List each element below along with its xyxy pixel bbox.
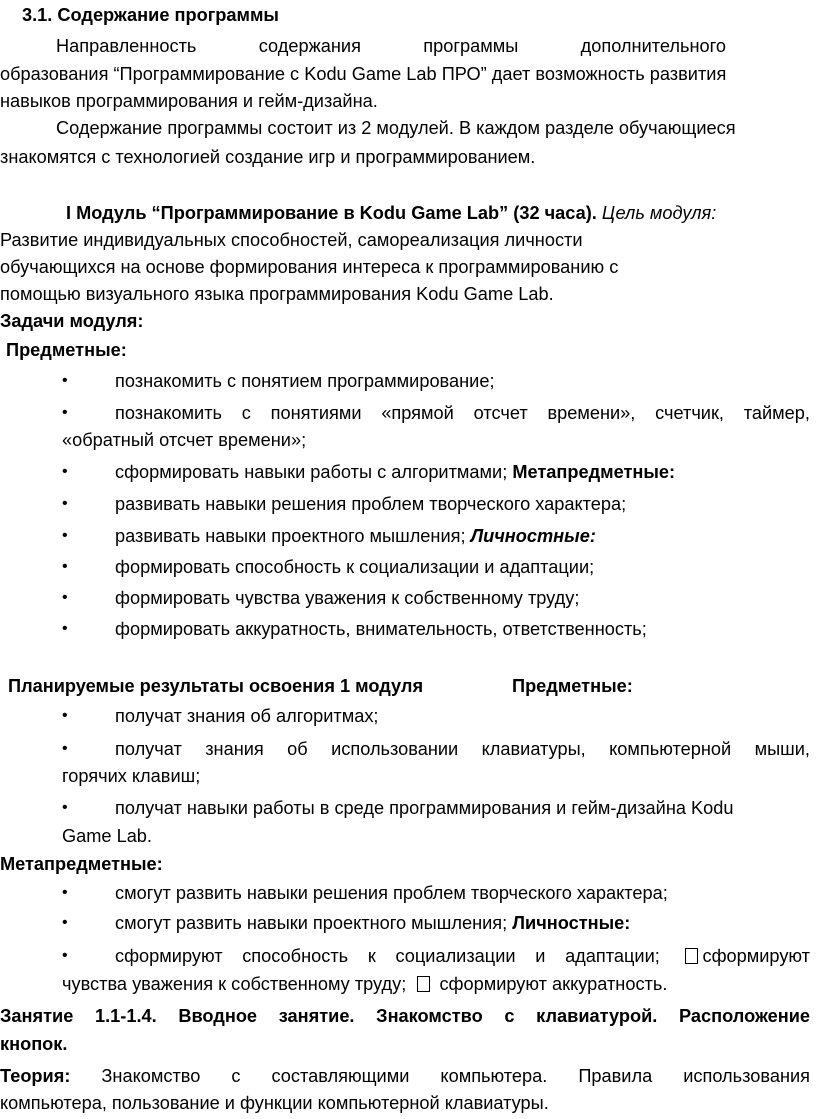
missing-glyph-icon	[685, 948, 698, 964]
section-heading: 3.1. Содержание программы	[22, 5, 279, 25]
bullet: •	[62, 947, 68, 964]
meta-subheading: Метапредметные:	[512, 462, 676, 482]
result-item-6-cont: чувства уважения к собственному труду; сформируют аккуратность.	[62, 974, 668, 994]
missing-glyph-icon	[417, 976, 430, 992]
module-title: I Модуль “Программирование в Kodu Game Lab” (32 часа).	[66, 203, 597, 223]
bullet: •	[62, 463, 68, 480]
result-item-6: сформируют способность к социализации и адаптации; сформируют	[115, 946, 810, 966]
result-item-1: получат знания об алгоритмах;	[115, 706, 379, 726]
bullet: •	[62, 707, 68, 724]
theory-line: Теория: Знакомство с составляющими компьютера. Правила использования	[0, 1066, 810, 1086]
result-item-5: смогут развить навыки проектного мышления; Личностные:	[115, 913, 631, 933]
lesson-title: Занятие 1.1-1.4. Вводное занятие. Знакомство с клавиатурой. Расположение	[0, 1006, 810, 1026]
result-item-2-cont: горячих клавиш;	[62, 766, 201, 786]
bullet: •	[62, 884, 68, 901]
theory-cont: компьютера, пользование и функции компьютерной клавиатуры.	[0, 1093, 549, 1113]
task-item-5: развивать навыки проектного мышления; Личностные:	[115, 526, 596, 546]
module-goal-line-3: помощью визуального языка программирования Kodu Game Lab.	[0, 284, 554, 304]
task-item-2: познакомить с понятиями «прямой отсчет времени», счетчик, таймер,	[115, 403, 810, 423]
task-item-7: формировать чувства уважения к собственному труду;	[115, 588, 580, 608]
task-item-1: познакомить с понятием программирование;	[115, 371, 495, 391]
result-item-2: получат знания об использовании клавиатуры, компьютерной мыши,	[115, 739, 810, 759]
bullet: •	[62, 914, 68, 931]
bullet: •	[62, 740, 68, 757]
intro-p2-line-2: знакомятся с технологией создание игр и программированием.	[0, 147, 536, 167]
intro-line-2: образования “Программирование с Kodu Game Lab ПРО” дает возможность развития	[0, 64, 727, 84]
module-title-line	[66, 201, 716, 225]
results-heading: Планируемые результаты освоения 1 модуля	[8, 676, 424, 696]
result-item-4: смогут развить навыки решения проблем творческого характера;	[115, 883, 668, 903]
results-meta-heading: Метапредметные:	[0, 854, 163, 874]
task-item-8: формировать аккуратность, внимательность, ответственность;	[115, 619, 647, 639]
bullet: •	[62, 404, 68, 421]
intro-line-3: навыков программирования и гейм-дизайна.	[0, 91, 378, 111]
bullet: •	[62, 527, 68, 544]
results-personal-subheading: Личностные:	[512, 913, 631, 933]
task-item-4: развивать навыки решения проблем творческого характера;	[115, 494, 627, 514]
bullet: •	[62, 799, 68, 816]
results-subject-heading: Предметные:	[512, 676, 633, 696]
intro-p2-line-1: Содержание программы состоит из 2 модулей. В каждом разделе обучающиеся	[56, 118, 736, 138]
bullet: •	[62, 558, 68, 575]
bullet: •	[62, 372, 68, 389]
personal-subheading: Личностные:	[470, 526, 596, 546]
task-item-6: формировать способность к социализации и адаптации;	[115, 557, 595, 577]
result-item-3-cont: Game Lab.	[62, 826, 152, 846]
module-goal-line-1: Развитие индивидуальных способностей, самореализация личности	[0, 230, 583, 250]
tasks-heading: Задачи модуля:	[0, 311, 144, 331]
module-goal-line-2: обучающихся на основе формирования интереса к программированию с	[0, 257, 619, 277]
lesson-title-cont: кнопок.	[0, 1034, 68, 1054]
intro-line-1: Направленность содержания программы дополнительного	[56, 36, 726, 56]
result-item-3: получат навыки работы в среде программирования и гейм-дизайна Kodu	[115, 798, 734, 818]
bullet: •	[62, 495, 68, 512]
bullet: •	[62, 589, 68, 606]
task-item-3: сформировать навыки работы с алгоритмами; Метапредметные:	[115, 462, 676, 482]
tasks-subject-heading: Предметные:	[6, 340, 127, 360]
theory-label: Теория:	[0, 1066, 71, 1086]
task-item-2-cont: «обратный отсчет времени»;	[62, 430, 307, 450]
module-goal-label: Цель модуля:	[601, 203, 717, 223]
bullet: •	[62, 620, 68, 637]
